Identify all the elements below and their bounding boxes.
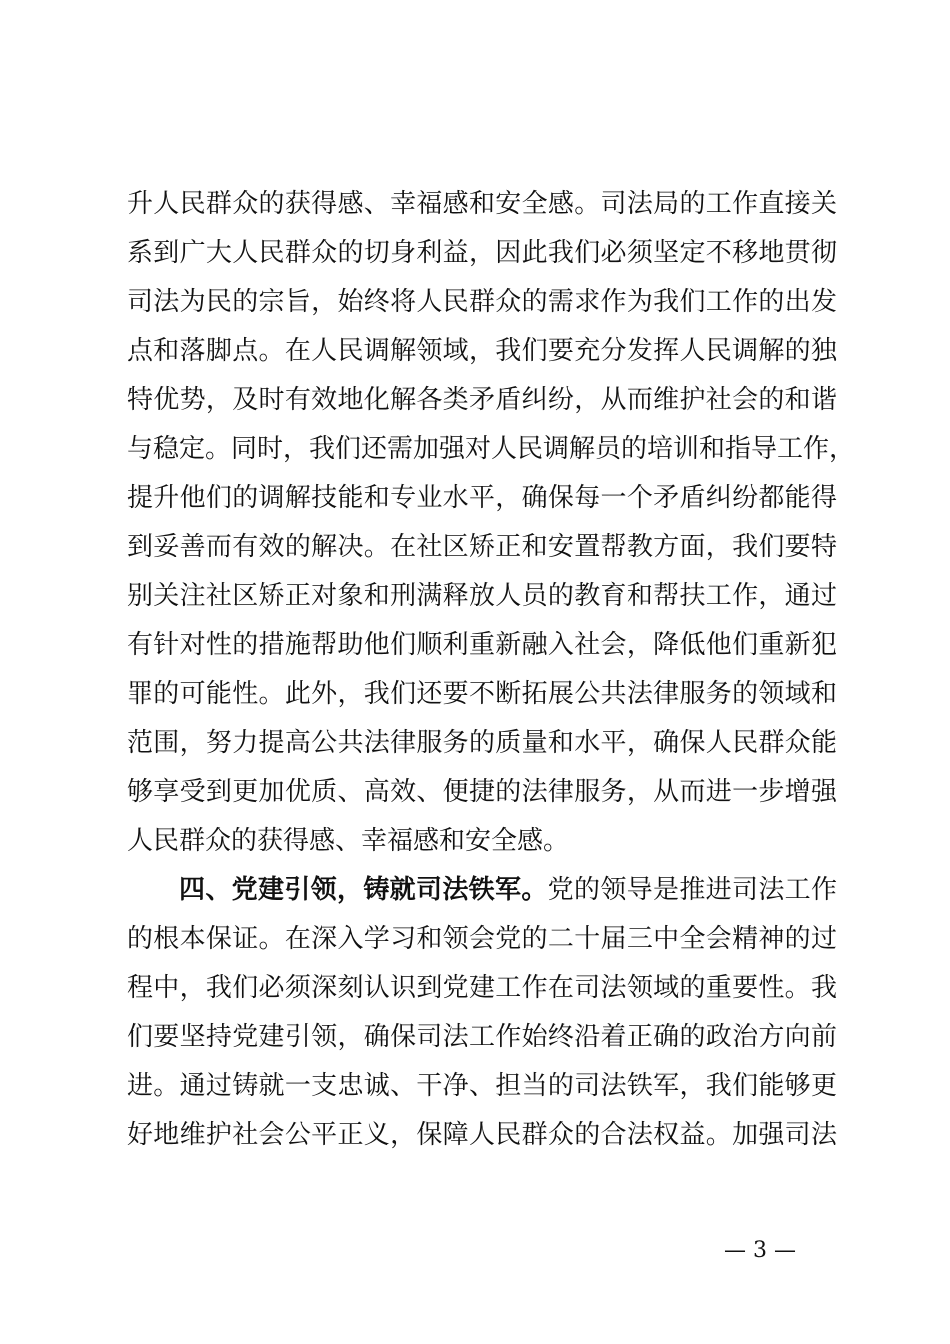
text-line: 司法为民的宗旨，始终将人民群众的需求作为我们工作的出发 bbox=[127, 287, 837, 317]
text-line: 够享受到更加优质、高效、便捷的法律服务，从而进一步增强 bbox=[127, 777, 837, 807]
text-line: 提升他们的调解技能和专业水平，确保每一个矛盾纠纷都能得 bbox=[127, 483, 837, 513]
heading-continuation: 党的领导是推进司法工作 bbox=[547, 875, 837, 905]
paragraph-service bbox=[127, 180, 856, 866]
text-line: 别关注社区矫正对象和刑满释放人员的教育和帮扶工作，通过 bbox=[127, 581, 837, 611]
document-body bbox=[127, 180, 856, 1160]
text-line: 的根本保证。在深入学习和领会党的二十届三中全会精神的过 bbox=[127, 924, 837, 954]
text-line: 罪的可能性。此外，我们还要不断拓展公共法律服务的领域和 bbox=[127, 679, 837, 709]
text-line: 人民群众的获得感、幸福感和安全感。 bbox=[127, 826, 570, 856]
text-line: 们要坚持党建引领，确保司法工作始终沿着正确的政治方向前 bbox=[127, 1022, 837, 1052]
text-line: 范围，努力提高公共法律服务的质量和水平，确保人民群众能 bbox=[127, 728, 837, 758]
text-line: 有针对性的措施帮助他们顺利重新融入社会，降低他们重新犯 bbox=[127, 630, 837, 660]
text-line: 与稳定。同时，我们还需加强对人民调解员的培训和指导工作， bbox=[127, 434, 856, 464]
text-line: 特优势，及时有效地化解各类矛盾纠纷，从而维护社会的和谐 bbox=[127, 385, 837, 415]
text-line: 程中，我们必须深刻认识到党建工作在司法领域的重要性。我 bbox=[127, 973, 837, 1003]
text-line: 点和落脚点。在人民调解领域，我们要充分发挥人民调解的独 bbox=[127, 336, 837, 366]
text-line-first bbox=[127, 866, 837, 915]
paragraph-party-building bbox=[127, 866, 837, 1160]
page-number: — 3 — bbox=[724, 1238, 796, 1263]
text-line: 进。通过铸就一支忠诚、干净、担当的司法铁军，我们能够更 bbox=[127, 1071, 837, 1101]
text-line: 系到广大人民群众的切身利益，因此我们必须坚定不移地贯彻 bbox=[127, 238, 837, 268]
text-line: 到妥善而有效的解决。在社区矫正和安置帮教方面，我们要特 bbox=[127, 532, 837, 562]
section-heading: 四、党建引领，铸就司法铁军。 bbox=[179, 875, 548, 905]
text-line: 好地维护社会公平正义，保障人民群众的合法权益。加强司法 bbox=[127, 1120, 837, 1150]
text-line: 升人民群众的获得感、幸福感和安全感。司法局的工作直接关 bbox=[127, 189, 837, 219]
